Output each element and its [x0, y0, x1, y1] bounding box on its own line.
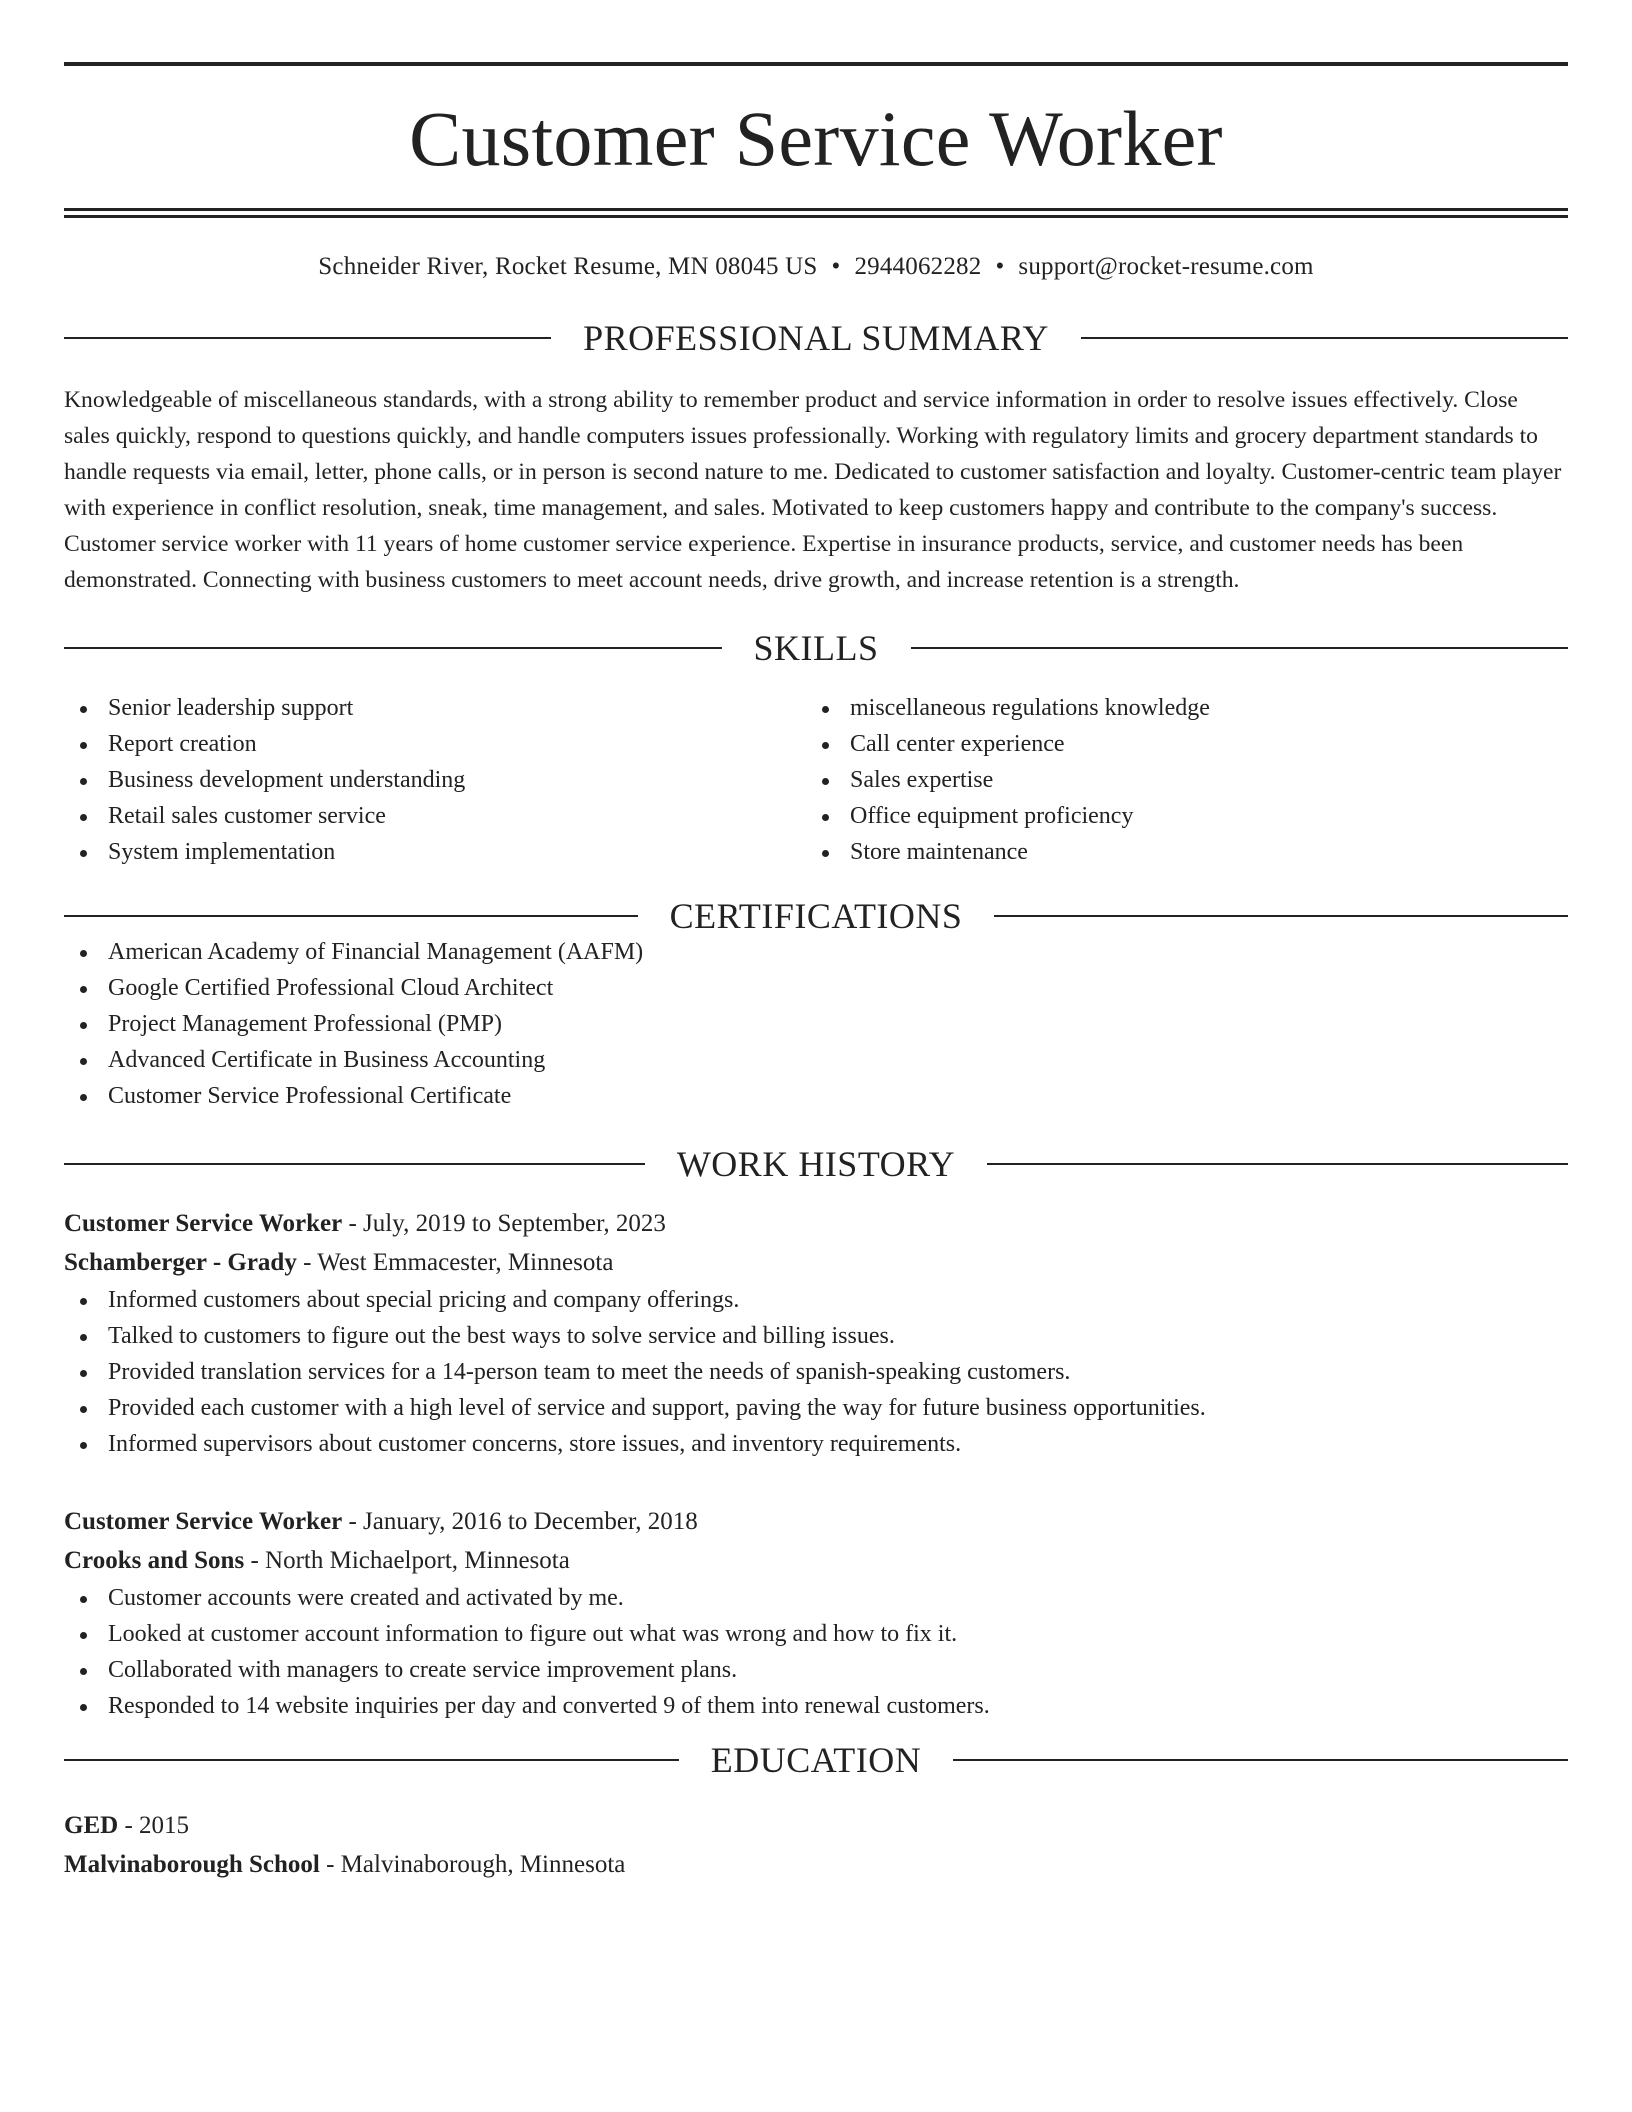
- certification-item: Advanced Certificate in Business Accounting: [64, 1042, 1568, 1078]
- summary-title: PROFESSIONAL SUMMARY: [583, 318, 1049, 358]
- skill-item: Retail sales customer service: [64, 798, 806, 834]
- contact-phone: 2944062282: [854, 253, 982, 280]
- contact-address: Schneider River, Rocket Resume, MN 08045 US: [318, 253, 818, 280]
- job-dates: - July, 2019 to September, 2023: [342, 1210, 666, 1237]
- job-bullet: Talked to customers to figure out the best ways to solve service and billing issues.: [64, 1318, 1568, 1354]
- heading-rule: [994, 915, 1568, 917]
- job-bullet: Looked at customer account information to figure out what was wrong and how to fix it.: [64, 1616, 1568, 1652]
- contact-separator: •: [831, 253, 841, 280]
- job-role: Customer Service Worker: [64, 1508, 343, 1535]
- certification-item: American Academy of Financial Management (AAFM): [64, 934, 1568, 970]
- education-school-line: [64, 1845, 1568, 1884]
- job-bullet: Collaborated with managers to create service improvement plans.: [64, 1652, 1568, 1688]
- summary-text: Knowledgeable of miscellaneous standards, with a strong ability to remember product and service information in order to resolve issues effectively. Close sales quickly, respond to questions quickly, and handle computers issues professionally. Working with regulatory limits and grocery department standards to handle requests via email, letter, phone calls, or in person is second nature to me. Dedicated to customer satisfaction and loyalty. Customer-centric team player with experience in conflict resolution, sneak, time management, and sales. Motivated to keep customers happy and contribute to the company's success. Customer service worker with 11 years of home customer service experience. Expertise in insurance products, service, and customer needs has been demonstrated. Connecting with business customers to meet account needs, drive growth, and increase retention is a strength.: [64, 387, 1562, 593]
- job-bullet: Provided translation services for a 14-person team to meet the needs of spanish-speaking customers.: [64, 1354, 1568, 1390]
- job-entry: [64, 1204, 1568, 1462]
- skill-item: Senior leadership support: [64, 690, 806, 726]
- job-bullets: [64, 1282, 1568, 1462]
- job-role-line: [64, 1502, 1568, 1541]
- skill-item: Report creation: [64, 726, 806, 762]
- skills-title: SKILLS: [753, 628, 879, 668]
- heading-rule: [64, 647, 722, 649]
- job-location: - West Emmacester, Minnesota: [296, 1249, 614, 1276]
- heading-rule: [64, 1163, 645, 1165]
- skill-item: Sales expertise: [806, 762, 1548, 798]
- heading-rule: [64, 337, 551, 339]
- education-title: EDUCATION: [710, 1740, 922, 1780]
- certifications-heading: [64, 898, 1568, 934]
- contact-line: [64, 252, 1568, 282]
- skills-left-list: [64, 690, 806, 870]
- heading-rule: [64, 915, 638, 917]
- job-bullet: Informed supervisors about customer concerns, store issues, and inventory requirements.: [64, 1426, 1568, 1462]
- certification-item: Project Management Professional (PMP): [64, 1006, 1568, 1042]
- summary-heading: [64, 320, 1568, 356]
- job-company: Crooks and Sons: [64, 1547, 245, 1574]
- heading-rule: [1081, 337, 1568, 339]
- contact-separator: •: [995, 253, 1005, 280]
- education-location: - Malvinaborough, Minnesota: [319, 1851, 626, 1878]
- skill-item: miscellaneous regulations knowledge: [806, 690, 1548, 726]
- job-bullet: Responded to 14 website inquiries per day and converted 9 of them into renewal customers.: [64, 1688, 1568, 1724]
- education-year: - 2015: [118, 1812, 190, 1839]
- heading-rule: [64, 1759, 679, 1761]
- skill-item: Office equipment proficiency: [806, 798, 1548, 834]
- job-company: Schamberger - Grady: [64, 1249, 297, 1276]
- job-entry: [64, 1502, 1568, 1724]
- top-rule: [64, 62, 1568, 66]
- education-degree: GED: [64, 1812, 119, 1839]
- job-bullets: [64, 1580, 1568, 1724]
- job-role-line: [64, 1204, 1568, 1243]
- heading-rule: [953, 1759, 1568, 1761]
- job-bullet: Customer accounts were created and activated by me.: [64, 1580, 1568, 1616]
- skills-right-list: [806, 690, 1548, 870]
- skill-item: Business development understanding: [64, 762, 806, 798]
- double-rule: [64, 208, 1568, 218]
- work-history-title: WORK HISTORY: [676, 1144, 956, 1184]
- skill-item: System implementation: [64, 834, 806, 870]
- resume-name: Customer Service Worker: [409, 95, 1223, 182]
- contact-email: support@rocket-resume.com: [1018, 253, 1314, 280]
- job-location: - North Michaelport, Minnesota: [244, 1547, 570, 1574]
- skills-grid: [64, 690, 1568, 870]
- skills-heading: [64, 630, 1568, 666]
- certifications-list: [64, 934, 1568, 1114]
- job-company-line: [64, 1541, 1568, 1580]
- work-history-heading: [64, 1146, 1568, 1182]
- education-degree-line: [64, 1806, 1568, 1845]
- heading-rule: [911, 647, 1569, 649]
- job-company-line: [64, 1243, 1568, 1282]
- certification-item: Google Certified Professional Cloud Architect: [64, 970, 1568, 1006]
- certification-item: Customer Service Professional Certificate: [64, 1078, 1568, 1114]
- skill-item: Store maintenance: [806, 834, 1548, 870]
- skill-item: Call center experience: [806, 726, 1548, 762]
- education-school: Malvinaborough School: [64, 1851, 320, 1878]
- job-role: Customer Service Worker: [64, 1210, 343, 1237]
- job-bullet: Informed customers about special pricing and company offerings.: [64, 1282, 1568, 1318]
- education-heading: [64, 1742, 1568, 1778]
- heading-rule: [987, 1163, 1568, 1165]
- certifications-title: CERTIFICATIONS: [669, 896, 963, 936]
- job-dates: - January, 2016 to December, 2018: [342, 1508, 698, 1535]
- job-bullet: Provided each customer with a high level of service and support, paving the way for future business opportunities.: [64, 1390, 1568, 1426]
- education-entry: [64, 1806, 1568, 1884]
